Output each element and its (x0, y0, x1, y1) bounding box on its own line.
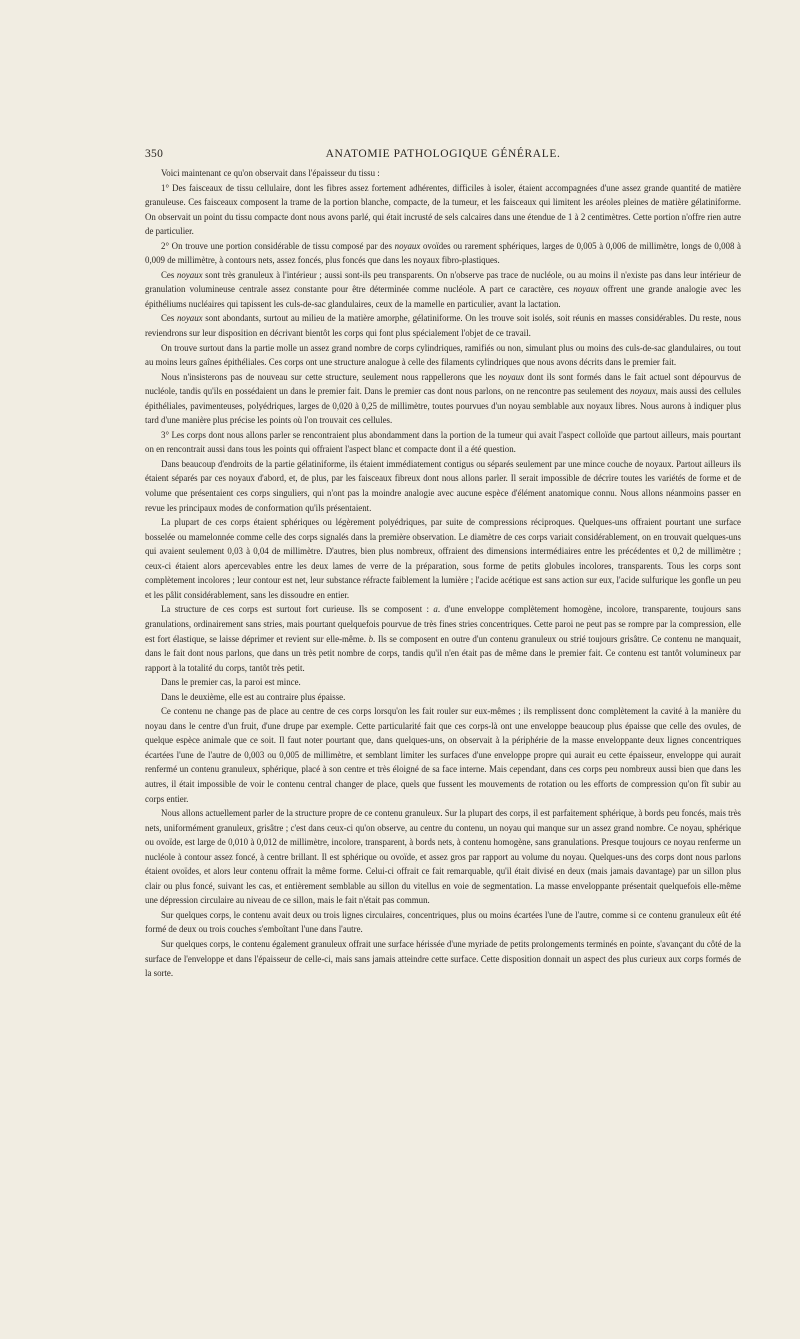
paragraph (145, 311, 741, 340)
text-run: sont très granuleux à l'intérieur ; aussi sont-ils peu transparents. On n'observe pas trace de nucléole, ou au moins il n'existe pas dans leur intérieur de granulation volumineuse centrale assez constante pour être déterminée comme nucléole. A part ce caractère, ces (145, 269, 741, 295)
paragraph (145, 268, 741, 312)
text-run: Dans le premier cas, la paroi est mince. (161, 677, 301, 688)
page-number: 350 (145, 148, 164, 160)
paragraph (145, 166, 741, 181)
paragraph (145, 675, 741, 690)
text-run: Nous allons actuellement parler de la structure propre de ce contenu granuleux. Sur la plupart des corps, il est parfaitement sphérique, à bords peu foncés, mais très nets, uniformément granuleux, grisâtre ; c'est dans ceux-ci qu'on observe, au centre du contenu, un noyau qui manque sur un assez grand nombre. Ce noyau, sphérique ou ovoïde, est large de 0,010 à 0,012 de millimètre, incolore, transparent, à bords nets, à contenu homogène, sans granulations. Presque toujours ce noyau renferme un nucléole à contour assez foncé, à centre brillant. Il est sphérique ou ovoïde, et assez gros par rapport au volume du noyau. Quelques-uns des corps dont nous parlons étaient ovoïdes, et alors leur contenu offrait la même forme. Celui-ci offrait ce fait remarquable, qu'il était divisé en deux (mais jamais davantage) par un sillon plus clair ou plus foncé, suivant les cas, et entièrement semblable au sillon du vitellus en voie de segmentation. La masse enveloppante présentait quelquefois elle-même une dépression circulaire au niveau de ce sillon, mais le fait n'était pas commun. (145, 808, 741, 906)
italic-term: noyaux (573, 284, 599, 295)
paragraph (145, 908, 741, 937)
text-run: Sur quelques corps, le contenu également granuleux offrait une surface hérissée d'une myriade de petits prolongements terminés en pointe, s'avançant du côté de la surface de l'enveloppe et dans l'épaisseur de celle-ci, mais sans jamais atteindre cette surface. Cette disposition donnait un aspect des plus curieux aux corps formés de la sorte. (145, 938, 741, 979)
italic-term: noyaux (498, 371, 525, 382)
text-run: Voici maintenant ce qu'on observait dans l'épaisseur du tissu : (161, 168, 380, 178)
text-run: , mais aussi des cellules épithéliales, pavimenteuses, polyédriques, larges de 0,020 à 0,25 de millimètre, toutes pourvues d'un noyau semblable aux noyaux libres. Nous aurons à indiquer plus tard d'une manière plus précise les points où l'on trouvait ces cellules. (145, 386, 741, 426)
paragraph (145, 690, 741, 705)
italic-term: noyaux (394, 240, 421, 251)
text-run: Nous n'insisterons pas de nouveau sur cette structure, seulement nous rappellerons que les (161, 371, 499, 382)
italic-term: b (368, 633, 374, 644)
paragraph (145, 239, 741, 268)
text-run: 3° Les corps dont nous allons parler se rencontraient plus abondamment dans la portion de la tumeur qui avait l'aspect colloïde que partout ailleurs, mais pourtant on en rencontrait aussi dans tous les points qui offraient l'aspect blanc et compacte dont il a été question. (145, 429, 741, 455)
text-run: Ces (161, 269, 177, 280)
text-run: La structure de ces corps est surtout fort curieuse. Ils se composent : (161, 604, 434, 615)
text-run: Dans beaucoup d'endroits de la partie gélatiniforme, ils étaient immédiatement contigus ou séparés seulement par une mince couche de noyaux. Partout ailleurs ils étaient séparés par ces noyaux d'abord, et, de plus, par les faisceaux fibreux dont nous allons parler. Il serait impossible de décrire toutes les variétés de forme et de volume que présentaient ces corps singuliers, qui n'ont pas la moindre analogie avec aucune espèce d'élément anatomique connu. Nous allons néanmoins passer en revue les principaux modes de conformation qu'ils présentaient. (145, 458, 741, 513)
paragraph (145, 181, 741, 239)
text-run: sont abondants, surtout au milieu de la matière amorphe, gélatiniforme. On les trouve soit isolés, soit réunis en masses considérables. Du reste, nous reviendrons sur leur disposition en décrivant bientôt les corps qui font plus spécialement l'objet de ce travail. (145, 313, 741, 339)
paragraph (145, 457, 741, 515)
italic-term: noyaux (176, 269, 203, 280)
text-run: ovoïdes ou rarement sphériques, larges de 0,005 à 0,006 de millimètre, longs de 0,008 à 0,009 de millimètre, à contours nets, assez foncés, plus foncés que dans les noyaux fibro-plastiques. (145, 240, 741, 266)
text-run: Ces (161, 313, 177, 324)
italic-term: noyaux (630, 386, 656, 397)
paragraph (145, 341, 741, 370)
paragraph (145, 937, 741, 981)
paragraph (145, 704, 741, 806)
italic-term: a (433, 604, 438, 615)
running-title: ANATOMIE PATHOLOGIQUE GÉNÉRALE. (325, 148, 561, 160)
text-run: 2° On trouve une portion considérable de tissu composé par des (161, 240, 395, 251)
paragraph (145, 806, 741, 908)
italic-term: noyaux (176, 313, 203, 324)
page-header (145, 148, 741, 164)
text-run: On trouve surtout dans la partie molle un assez grand nombre de corps cylindriques, ramifiés ou non, simulant plus ou moins des culs-de-sac glandulaires, ou tout au moins leurs gaînes épithéliales. Ces corps ont une structure analogue à celle des filaments cylindriques que nous avons décrits dans le premier fait. (145, 342, 741, 368)
text-run: dont ils sont formés dans le fait actuel sont dépourvus de nucléole, tandis qu'ils en possédaient un dans le premier fait. Dans le premier cas dont nous parlons, on ne rencontre pas seulement des (145, 371, 741, 397)
text-run: Ce contenu ne change pas de place au centre de ces corps lorsqu'on les fait rouler sur eux-mêmes ; ils remplissent donc complètement la cavité à la manière du noyau dans le centre d'un fruit, d'une drupe par exemple. Cette particularité fait que ces corps-là ont une enveloppe beaucoup plus épaisse que celle des ovules, de quelque espèce animale que ce soit. Il faut noter pourtant que, dans quelques-uns, on observait à la périphérie de la masse enveloppante deux lignes concentriques écartées l'une de l'autre de 0,003 ou 0,005 de millimètre, et semblant limiter les surfaces d'une enveloppe propre qui aurait eu cette épaisseur, enveloppe qui aurait renfermé un contenu granuleux, sphérique, placé à son centre et très éloigné de sa face interne. Mais cependant, dans ces corps peu nombreux aussi bien que dans les autres, il était impossible de voir le contenu central changer de place, quels que fussent les mouvements de rotation ou les efforts de compression qu'on fît subir au corps entier. (145, 706, 741, 804)
text-run: offrent une grande analogie avec les épithéliums nucléaires qui tapissent les culs-de-sac glandulaires, ceux de la mamelle en particulier, avant la lactation. (145, 284, 742, 309)
text-run: . Ils se composent en outre d'un contenu granuleux ou strié toujours grisâtre. Ce contenu ne manquait, dans le fait dont nous parlons, que dans un très petit nombre de corps, tandis qu'il n'en était pas de même dans le premier fait. Ce contenu est tantôt volumineux par rapport à la totalité du corps, tantôt très petit. (145, 633, 741, 673)
text-run: Sur quelques corps, le contenu avait deux ou trois lignes circulaires, concentriques, plus ou moins écartées l'une de l'autre, comme si ce contenu granuleux eût été formé de deux ou trois couches s'emboîtant l'une dans l'autre. (145, 909, 741, 935)
text-run: . d'une enveloppe complètement homogène, incolore, transparente, toujours sans granulations, ordinairement sans stries, mais pourtant quelquefois pourvue de très fines stries concentriques. Cette paroi ne peut pas se rompre par la compression, elle est fort élastique, se laisse déprimer et revient sur elle-même. (145, 604, 742, 644)
paragraph (145, 370, 741, 428)
text-run: La plupart de ces corps étaient sphériques ou légèrement polyédriques, par suite de compressions réciproques. Quelques-uns offraient pourtant une surface bosselée ou mamelonnée comme celle des corps signalés dans la première observation. Le diamètre de ces corps variait considérablement, on en trouvait quelques-uns qui avaient seulement 0,03 à 0,04 de millimètre. D'autres, bien plus nombreux, offraient des dimensions intermédiaires entre les précédentes et 0,2 de millimètre ; ceux-ci étaient alors apercevables entre les deux lames de verre de la préparation, sous forme de petits globules incolores, transparents. Tous les corps sont complètement incolores ; leur contour est net, leur substance réfracte faiblement la lumière ; l'acide acétique est sans action sur eux, l'acide sulfurique les gonfle un peu et les pâlit considérablement, sans les dissoudre en entier. (145, 517, 741, 600)
body-text (145, 166, 741, 981)
paragraph (145, 428, 741, 457)
paragraph (145, 602, 741, 675)
text-run: 1° Des faisceaux de tissu cellulaire, dont les fibres assez fortement adhérentes, difficiles à isoler, étaient accompagnées d'une assez grande quantité de matière granuleuse. Ces faisceaux composent la trame de la portion blanche, compacte, de la tumeur, et les faisceaux qui limitent les aréoles pleines de matière gélatiniforme. On observait un point du tissu compacte dont nous avons parlé, qui était incrusté de sels calcaires dans une étendue de 1 à 2 centimètres. Cette portion n'offre rien autre de particulier. (145, 182, 741, 237)
paragraph (145, 515, 741, 602)
text-run: Dans le deuxième, elle est au contraire plus épaisse. (161, 691, 346, 702)
